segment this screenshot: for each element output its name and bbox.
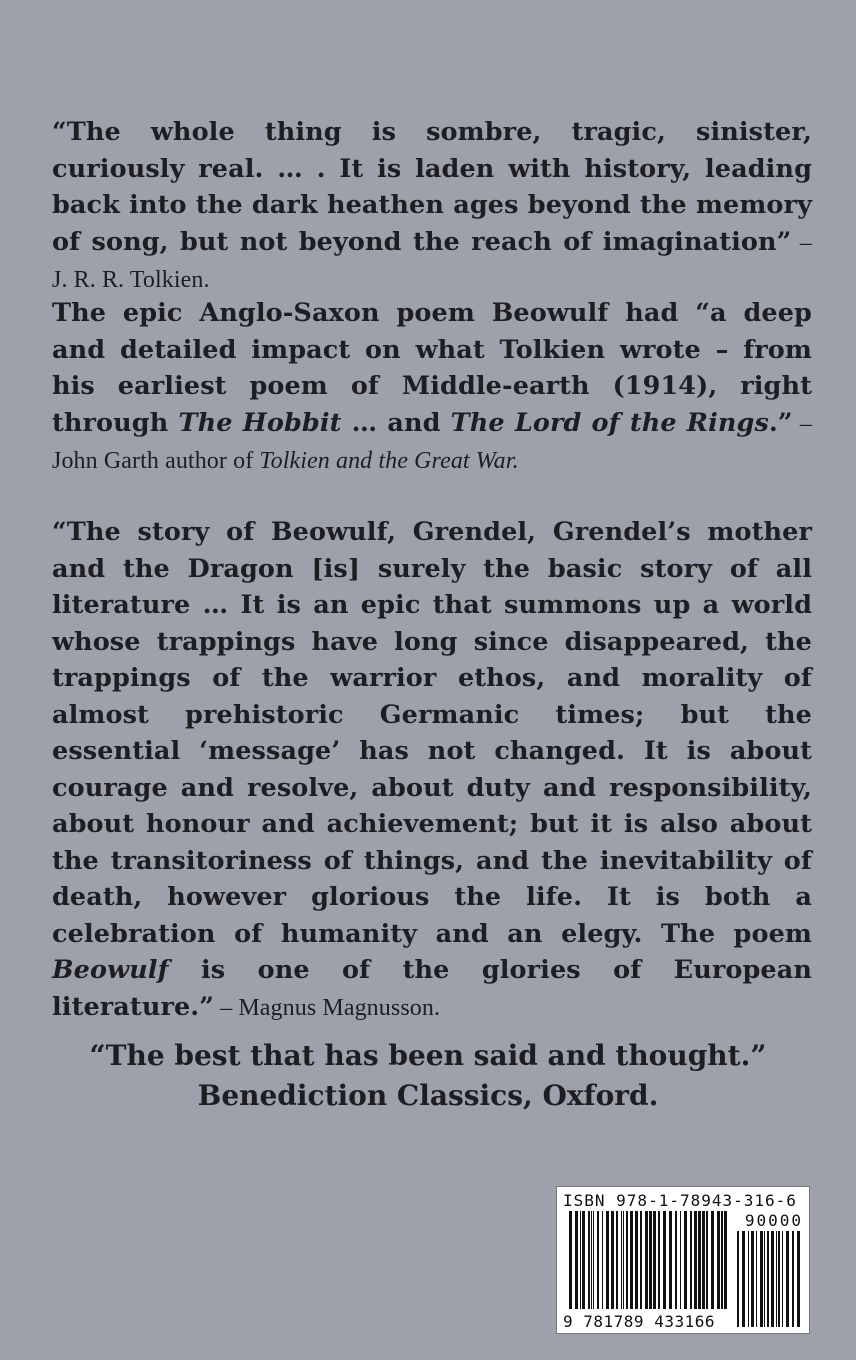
ean-digits: 9 781789 433166 <box>563 1312 715 1331</box>
barcode-bar <box>616 1211 618 1309</box>
barcode-bar <box>698 1211 701 1309</box>
magnusson-attribution: – Magnus Magnusson. <box>214 994 441 1021</box>
barcode-bar <box>630 1211 633 1309</box>
garth-quote-text-a: The epic Anglo-Saxon poem Beowulf had “a deep and detailed impact on what Tolkien wrote – from his earliest poem of Middle-earth (1914), right through <box>52 298 812 438</box>
magnusson-quote-text-a: “The story of Beowulf, Grendel, Grendel’s mother and the Dragon [is] surely the basic story of all literature … It is an epic that summons up a world whose trappings have long since disappeared, the trappings of the warrior ethos, and morality of almost prehistoric Germanic times; but the essential ‘message’ has not changed. It is about courage and resolve, about duty and responsibility, about honour and achievement; but it is also about the transitoriness of things, and the inevitability of death, however glorious the life. It is both a celebration of humanity and an elegy. The poem <box>52 517 812 949</box>
garth-book-title: Tolkien and the Great War. <box>259 448 519 474</box>
hobbit-title: The Hobbit <box>178 407 342 438</box>
barcode-bar <box>580 1211 581 1309</box>
addon-bar <box>797 1231 800 1327</box>
barcode-bar <box>724 1211 727 1309</box>
addon-bar <box>771 1231 774 1327</box>
barcode-bar <box>711 1211 714 1309</box>
garth-quote-text-b: … and <box>341 407 451 438</box>
barcode-bar <box>675 1211 677 1309</box>
barcode-bar <box>640 1211 642 1309</box>
addon-bar <box>737 1231 739 1327</box>
addon-bar <box>742 1231 745 1327</box>
addon-bar <box>786 1231 789 1327</box>
price-code: 90000 <box>744 1211 803 1230</box>
barcode-bar <box>653 1211 656 1309</box>
barcode-bar <box>602 1211 603 1309</box>
barcode-bar <box>669 1211 672 1309</box>
barcode-bar <box>690 1211 692 1309</box>
tolkien-quote <box>52 114 812 299</box>
barcode-bar <box>621 1211 622 1309</box>
barcode-bar <box>588 1211 590 1309</box>
barcode-bar <box>611 1211 614 1309</box>
addon-bar <box>764 1231 765 1327</box>
barcode-bar <box>645 1211 648 1309</box>
addon-bar <box>767 1231 769 1327</box>
tagline-quote: “The best that has been said and thought.” <box>89 1039 767 1072</box>
barcode-bar <box>635 1211 638 1309</box>
magnusson-quote-text-b: is one of the glories of European literature.” <box>52 955 812 1022</box>
tolkien-quote-text: “The whole thing is sombre, tragic, sinister, curiously real. … . It is laden with history, leading back into the dark heathen ages beyond the memory of song, but not beyond the reach of imagination” <box>52 117 812 257</box>
barcode-bar <box>663 1211 666 1309</box>
barcode-bar <box>626 1211 628 1309</box>
barcode-bar <box>569 1211 572 1309</box>
barcode-bar <box>684 1211 687 1309</box>
barcode-bar <box>623 1211 624 1309</box>
addon-bar <box>756 1231 757 1327</box>
garth-attribution: – John Garth author of <box>52 410 812 474</box>
barcode-bar <box>702 1211 705 1309</box>
barcode-bar <box>706 1211 708 1309</box>
barcode-bar <box>593 1211 594 1309</box>
isbn-barcode <box>556 1186 810 1334</box>
barcode-bar <box>597 1211 599 1309</box>
barcode-bar <box>717 1211 720 1309</box>
isbn-label: ISBN 978-1-78943-316-6 <box>563 1191 797 1210</box>
garth-quote-text-c: .” <box>768 407 793 438</box>
addon-bar <box>792 1231 794 1327</box>
addon-bar <box>776 1231 777 1327</box>
barcode-bar <box>606 1211 609 1309</box>
barcode-bar <box>649 1211 652 1309</box>
addon-bar <box>760 1231 763 1327</box>
lotr-title: The Lord of the Rings <box>450 407 769 438</box>
garth-quote <box>52 295 812 480</box>
barcode-bar <box>658 1211 660 1309</box>
magnusson-quote <box>52 514 812 1026</box>
addon-bar <box>778 1231 780 1327</box>
publisher-name: Benediction Classics, Oxford. <box>197 1079 659 1112</box>
addon-bar <box>751 1231 754 1327</box>
beowulf-title: Beowulf <box>52 955 169 985</box>
barcode-bar <box>582 1211 585 1309</box>
barcode-bar <box>591 1211 592 1309</box>
barcode-bar <box>575 1211 578 1309</box>
addon-bar <box>782 1231 783 1327</box>
barcode-bar <box>694 1211 697 1309</box>
barcode-bar <box>680 1211 681 1309</box>
addon-bar <box>748 1231 749 1327</box>
tolkien-attribution: – J. R. R. Tolkien. <box>52 229 812 293</box>
barcode-bar <box>721 1211 723 1309</box>
